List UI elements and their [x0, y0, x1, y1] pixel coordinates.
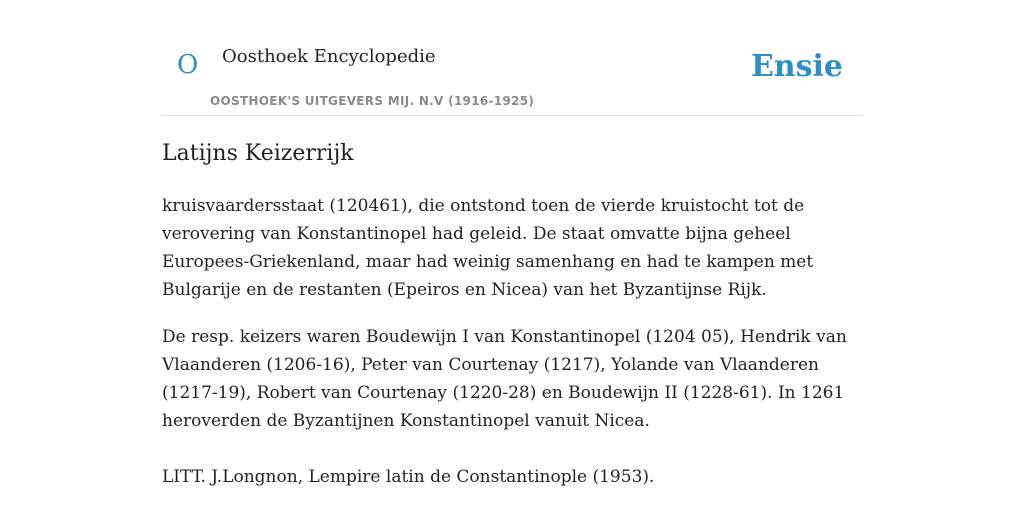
article-title: Latijns Keizerrijk: [162, 141, 354, 166]
paragraph-line: De resp. keizers waren Boudewijn I van Konstantinopel (1204 05), Hendrik van: [162, 327, 847, 347]
article-paragraph: [162, 192, 862, 304]
literature-reference: LITT. J.Longnon, Lempire latin de Constantinople (1953).: [162, 467, 655, 487]
site-subtitle: OOSTHOEK'S UITGEVERS MIJ. N.V (1916-1925): [210, 94, 535, 108]
site-header: [162, 0, 862, 116]
page: [162, 0, 862, 487]
paragraph-line: Bulgarije en de restanten (Epeiros en Nicea) van het Byzantijnse Rijk.: [162, 280, 767, 300]
site-title[interactable]: Oosthoek Encyclopedie: [222, 46, 436, 67]
paragraph-line: kruisvaardersstaat (120461), die ontstond toen de vierde kruistocht tot de: [162, 196, 805, 216]
paragraph-line: (1217-19), Robert van Courtenay (1220-28) en Boudewijn II (1228-61). In 1261: [162, 383, 845, 403]
paragraph-line: verovering van Konstantinopel had geleid. De staat omvatte bijna geheel: [162, 224, 791, 244]
paragraph-line: heroverden de Byzantijnen Konstantinopel vanuit Nicea.: [162, 411, 650, 431]
paragraph-line: Europees-Griekenland, maar had weinig samenhang en had te kampen met: [162, 252, 814, 272]
article-paragraph: [162, 323, 862, 435]
paragraph-line: Vlaanderen (1206-16), Peter van Courtenay (1217), Yolande van Vlaanderen: [162, 355, 819, 375]
brand-link[interactable]: Ensie: [750, 49, 843, 84]
site-logo[interactable]: O: [177, 50, 199, 80]
